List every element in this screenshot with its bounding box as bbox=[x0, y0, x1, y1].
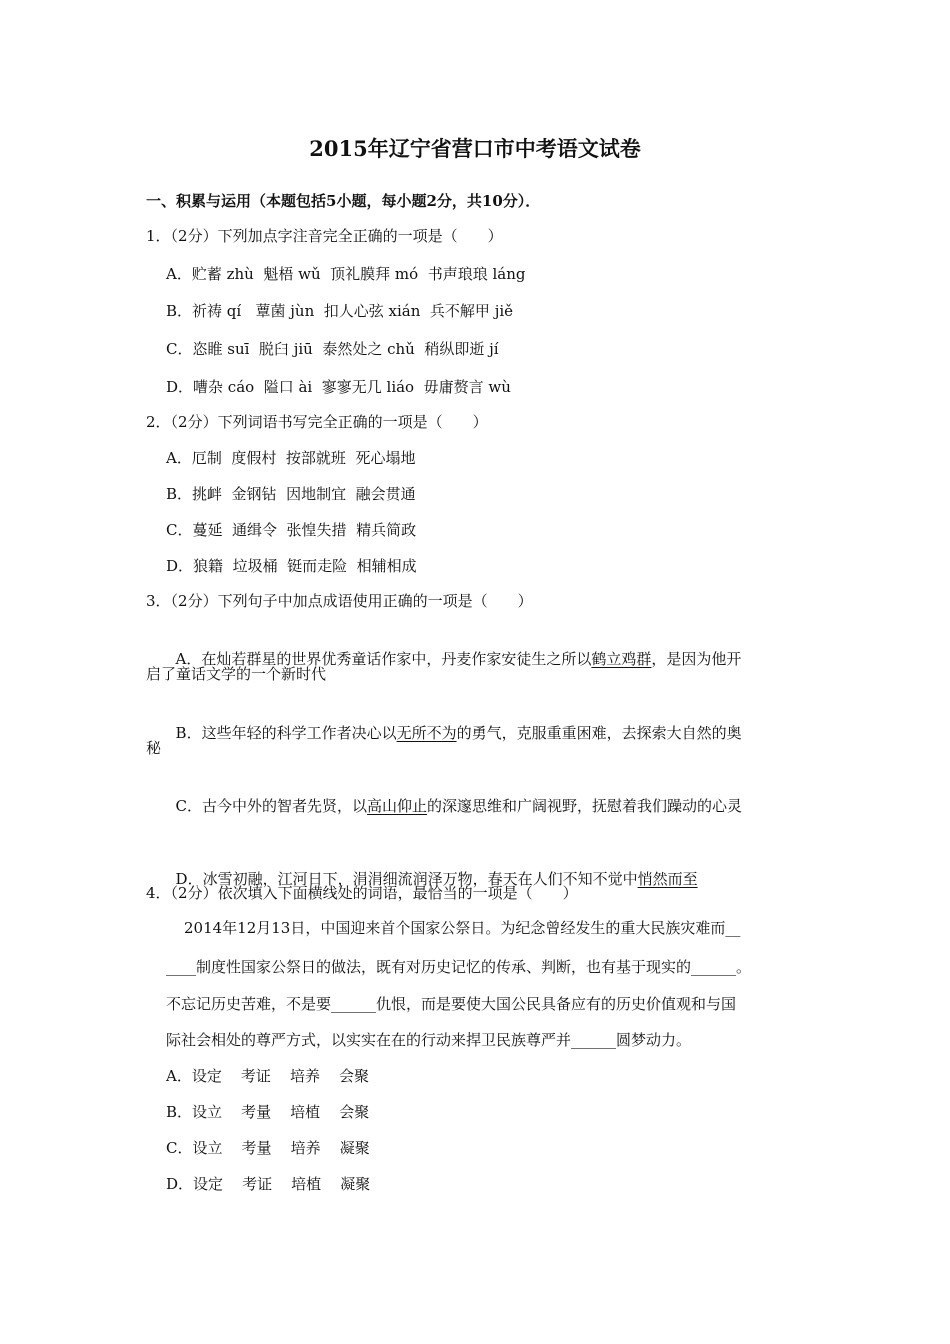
page-title: 2015年辽宁省营口市中考语文试卷 bbox=[309, 136, 641, 161]
question-4-passage-line-2: ____制度性国家公祭日的做法，既有对历史记忆的传承、判断，也有基于现实的______。 bbox=[166, 958, 752, 976]
question-4-passage-line-3: 不忘记历史苦难，不是要______仇恨，而是要使大国公民具备应有的历史价值观和与国 bbox=[166, 995, 737, 1013]
question-3-option-b bbox=[166, 700, 742, 744]
section-heading: 一、积累与运用（本题包括5小题，每小题2分，共10分）． bbox=[146, 192, 541, 210]
question-2-option-a: A．厄制 度假村 按部就班 死心塌地 bbox=[166, 449, 416, 467]
question-2-option-c: C．蔓延 通缉令 张惶失措 精兵简政 bbox=[166, 521, 417, 539]
question-4-option-c: C．设立 考量 培养 凝聚 bbox=[166, 1139, 370, 1157]
question-1-option-d: D．嘈杂 cáo 隘口 ài 寥寥无几 liáo 毋庸赘言 wù bbox=[166, 378, 511, 396]
question-3-stem: 3．（2分）下列句子中加点成语使用正确的一项是（ ） bbox=[146, 592, 533, 610]
question-3-option-a-continued: 启了童话文学的一个新时代 bbox=[146, 665, 327, 683]
option-d-text-before: D．冰雪初融，江河日下，涓涓细流润泽万物，春天在人们不知不觉中 bbox=[175, 870, 638, 888]
question-2-stem: 2．（2分）下列词语书写完全正确的一项是（ ） bbox=[146, 413, 488, 431]
question-2-option-b: B．挑衅 金钢钻 因地制宜 融会贯通 bbox=[166, 485, 416, 503]
question-1-stem: 1．（2分）下列加点字注音完全正确的一项是（ ） bbox=[146, 227, 503, 245]
question-2-option-d: D．狼籍 垃圾桶 铤而走险 相辅相成 bbox=[166, 557, 417, 575]
question-4-passage-line-1: 2014年12月13日，中国迎来首个国家公祭日。为纪念曾经发生的重大民族灾难而__ bbox=[184, 919, 741, 937]
option-d-idiom: 悄然而至 bbox=[637, 870, 698, 888]
option-b-text-before: B．这些年轻的科学工作者决心以 bbox=[175, 724, 397, 742]
question-4-stem: 4．（2分）依次填入下面横线处的词语，最恰当的一项是（ ） bbox=[146, 884, 578, 902]
option-a-text-before: A．在灿若群星的世界优秀童话作家中，丹麦作家安徒生之所以 bbox=[175, 650, 592, 668]
question-1-option-c: C．恣睢 suī 脱臼 jiū 泰然处之 chǔ 稍纵即逝 jí bbox=[166, 340, 499, 358]
question-3-option-b-continued: 秘 bbox=[146, 739, 162, 757]
question-4-option-d: D．设定 考证 培植 凝聚 bbox=[166, 1175, 371, 1193]
option-c-text-before: C．古今中外的智者先贤，以 bbox=[175, 797, 368, 815]
option-a-idiom: 鹤立鸡群 bbox=[591, 650, 652, 668]
question-1-option-b: B．祈祷 qí 蕈菌 jùn 扣人心弦 xián 兵不解甲 jiě bbox=[166, 302, 514, 320]
option-c-idiom: 高山仰止 bbox=[367, 797, 428, 815]
question-4-option-a: A．设定 考证 培养 会聚 bbox=[166, 1067, 370, 1085]
option-c-text-after: 的深邃思维和广阔视野，抚慰着我们躁动的心灵 bbox=[427, 797, 743, 815]
question-4-option-b: B．设立 考量 培植 会聚 bbox=[166, 1103, 370, 1121]
question-4-passage-line-4: 际社会相处的尊严方式，以实实在在的行动来捍卫民族尊严并______圆梦动力。 bbox=[166, 1031, 692, 1049]
question-3-option-c bbox=[166, 773, 742, 817]
option-a-text-after: ，是因为他开 bbox=[651, 650, 742, 668]
option-b-idiom: 无所不为 bbox=[396, 724, 457, 742]
option-b-text-after: 的勇气，克服重重困难，去探索大自然的奥 bbox=[456, 724, 742, 742]
question-1-option-a: A．贮蓄 zhù 魁梧 wǔ 顶礼膜拜 mó 书声琅琅 láng bbox=[166, 265, 526, 283]
